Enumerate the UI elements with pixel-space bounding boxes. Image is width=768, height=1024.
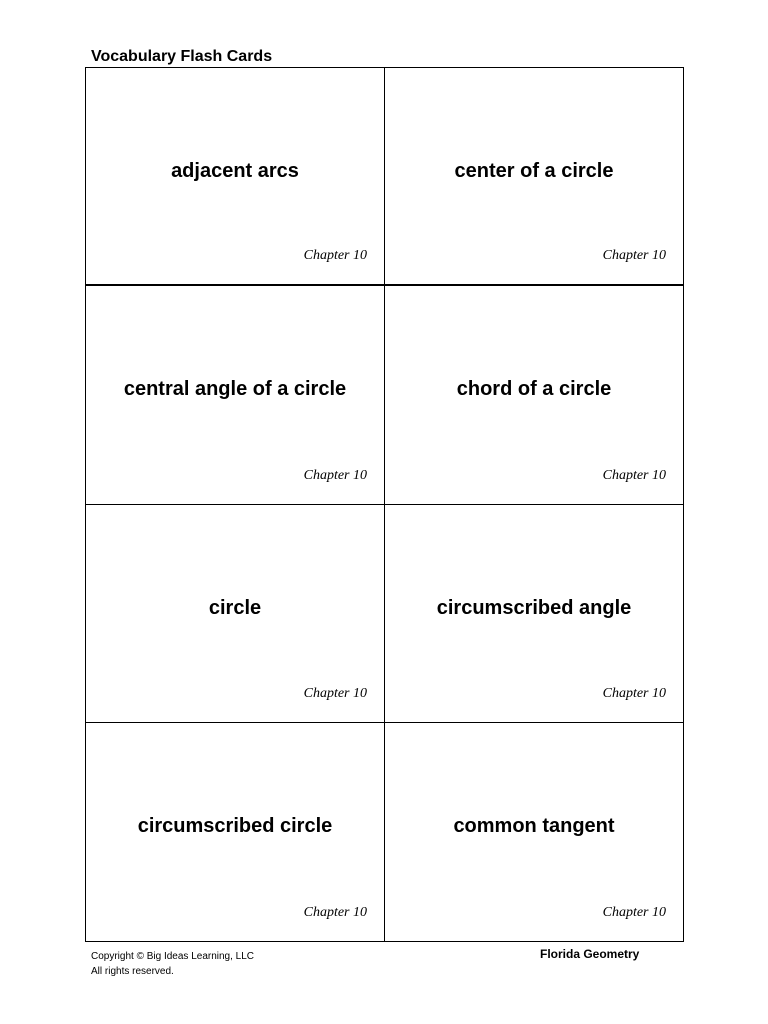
- card-chapter: Chapter 10: [602, 468, 666, 483]
- page-title: Vocabulary Flash Cards: [91, 48, 273, 65]
- card-term: circle: [208, 597, 262, 619]
- flash-card: [385, 286, 683, 505]
- flash-card: [86, 723, 385, 941]
- flash-card: [385, 723, 683, 941]
- card-chapter: Chapter 10: [602, 905, 666, 920]
- card-chapter: Chapter 10: [303, 905, 367, 920]
- card-chapter: Chapter 10: [602, 248, 666, 263]
- flash-card: [86, 68, 385, 286]
- card-term: circumscribed angle: [436, 597, 632, 619]
- copyright-notice: [91, 949, 254, 979]
- flash-card-grid: [85, 67, 684, 942]
- card-term: common tangent: [453, 815, 615, 837]
- flash-card: [86, 505, 385, 723]
- card-term: circumscribed circle: [137, 815, 333, 837]
- flash-card: [385, 68, 683, 286]
- copyright-line: Copyright © Big Ideas Learning, LLC: [91, 951, 255, 962]
- flash-card: [385, 505, 683, 723]
- card-term: center of a circle: [454, 160, 614, 182]
- card-chapter: Chapter 10: [602, 686, 666, 701]
- card-term: adjacent arcs: [171, 160, 299, 182]
- card-chapter: Chapter 10: [303, 248, 367, 263]
- card-term: central angle of a circle: [123, 378, 347, 400]
- card-term: chord of a circle: [456, 378, 612, 400]
- card-chapter: Chapter 10: [303, 468, 367, 483]
- course-name: Florida Geometry: [540, 947, 640, 961]
- card-chapter: Chapter 10: [303, 686, 367, 701]
- rights-line: All rights reserved.: [91, 966, 174, 977]
- flash-card: [86, 286, 385, 505]
